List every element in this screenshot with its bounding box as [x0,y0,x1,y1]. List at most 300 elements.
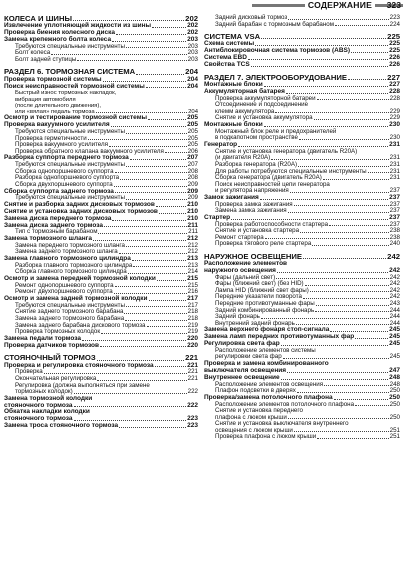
toc-entry [204,62,400,69]
toc-entry-page: 222 [187,388,198,396]
toc-entry-title: Стартер [204,213,231,221]
dot-leader [330,331,388,332]
dot-leader [98,233,187,234]
toc-entry-page: 225 [389,40,400,48]
dot-leader [44,373,187,374]
toc-entry-title: Проверка и регулировка стояночного тормоза [4,361,154,369]
toc-entry-title: Проверка работоспособности стартера [215,220,329,228]
dot-leader [136,74,184,75]
dot-leader [296,324,389,325]
toc-entry-title: Расположение элементов [204,260,288,268]
toc-entry-title: Снятие и установка выключателя внутреннего [215,420,349,428]
toc-entry-title: Снятие и установка задних дисковых тормозов [4,207,158,215]
toc-entry-page: 202 [185,14,198,23]
dot-leader [317,438,388,439]
toc-entry-title: Обкатка накладки колодки [4,408,90,416]
toc-entry-page: 251 [389,433,400,441]
toc-entry-page: 244 [389,313,400,321]
dot-leader [51,54,186,55]
dot-leader [126,306,187,307]
toc-entry-page: 242 [389,280,400,288]
dot-leader [126,199,187,200]
toc-entry-page: 250 [389,393,400,401]
toc-entry-title: Быстрый износ тормозных накладок, [15,90,117,97]
dot-leader [255,45,388,46]
toc-entry-page: 220 [187,334,198,342]
dot-leader [112,41,186,42]
dot-leader [165,152,187,153]
dot-leader [120,179,187,180]
toc-entry-title: Замена крепежного болта колеса [4,35,112,43]
dot-leader [119,427,186,428]
toc-entry-page: 237 [389,187,400,195]
dot-leader [238,146,388,147]
toc-entry-title: Проверка/замена потолочного плафона [204,393,333,401]
toc-entry-page: 242 [389,266,400,274]
toc-entry-page: 250 [389,413,400,421]
toc-entry-title: Разборка генератора (R20A) [215,160,298,168]
toc-entry-page: 229 [389,107,400,115]
toc-entry-title: стояночного тормоза [4,401,73,409]
toc-entry-page: 244 [389,306,400,314]
dot-leader [103,81,187,82]
dot-leader [287,372,388,373]
toc-entry-title: Генератор [204,140,238,148]
toc-entry-title: Разборка суппорта переднего тормоза [4,154,129,162]
toc-entry-page: 211 [188,228,198,236]
toc-entry-page: 220 [187,341,198,349]
toc-entry [204,22,400,29]
toc-entry-title: Фары (дальний свет) [215,273,276,281]
dot-leader [119,253,187,254]
dot-leader [303,258,386,259]
toc-entry-page: 204 [185,67,198,77]
toc-entry-title: Замена заднего тормозного шланга [15,248,118,256]
dot-leader [329,225,389,226]
toc-entry-title: Ремонт стартера [215,233,264,241]
toc-entry-page: 217 [187,301,198,309]
dot-leader [251,66,388,67]
toc-entry-title: Поиск неисправностей цепи генератора [215,180,330,188]
toc-entry-title: Фары (ближний свет) (без HID) [215,280,304,288]
toc-entry-page: 206 [187,147,198,155]
toc-entry-title: Снятие и разборка задних дисковых тормозов [4,200,155,208]
toc-entry-title: и регулятора напряжения [215,187,289,195]
dot-leader [288,418,389,419]
toc-entry-page: 202 [187,22,198,30]
toc-entry-title: Снятие и установка аккумулятора [215,114,313,122]
toc-entry-title: Задний комбинированный фонарь [215,306,315,314]
toc-entry-page: 208 [187,174,198,182]
toc-entry-page: 226 [389,54,400,62]
toc-entry-page: 203 [187,55,198,63]
toc-entry-page: 204 [187,82,198,90]
toc-entry-title: Болт задней ступицы [15,55,77,63]
dot-leader [104,226,186,227]
toc-entry-page: 242 [389,273,400,281]
toc-entry-page: 245 [389,333,400,341]
toc-entry-page: 238 [389,233,400,241]
toc-entry-title: Проверка обратного клапана вакуумного усилителя [15,147,164,155]
page-header [0,0,403,14]
dot-leader [126,133,187,134]
toc-entry-page: 228 [389,94,400,102]
toc-entry-title: Регулировка света фар [204,340,280,348]
toc-entry-title: Монтажные блоки [204,80,263,88]
dot-leader [115,172,187,173]
toc-entry-title: Замена диска заднего тормоза [4,221,104,229]
toc-entry-page: 237 [389,220,400,228]
toc-entry-page: 238 [389,227,400,235]
toc-entry-page: 240 [389,240,400,248]
page-number: 323 [386,0,401,10]
dot-leader [97,360,185,361]
toc-entry-page: 221 [187,375,198,383]
toc-entry-title: Проверка тормозных колодок [15,328,101,336]
toc-entry-page: 225 [387,32,400,42]
dot-leader [261,318,389,319]
toc-entry-page: 213 [187,255,198,262]
dot-leader [77,60,186,61]
toc-entry-page: 204 [187,75,198,83]
toc-entry-page: 219 [187,321,198,329]
toc-entry-title: тормозных колодок) [15,388,73,396]
toc-entry-page: 212 [187,241,198,249]
dot-leader [156,206,186,207]
toc-entry-page: 248 [389,380,400,388]
dot-leader [314,119,389,120]
toc-entry-title: Расположение элементов освещения [215,380,324,388]
dot-leader [261,38,386,39]
toc-entry-page: 223 [187,415,198,423]
toc-entry-title: Проверка тормозной системы [4,75,102,83]
toc-column-left [4,15,198,430]
toc-entry-page: 210 [187,207,198,215]
toc-entry-page: 221 [187,368,198,376]
toc-entry-title: Сборка главного тормозного цилиндра [15,268,127,276]
toc-entry-title: Замена верхнего фонаря стоп-сигнала [204,326,330,334]
dot-leader [97,380,186,381]
toc-entry-title: Требуются специальные инструменты [15,194,125,202]
toc-entry-title: Снятие и установка стартера [215,227,300,235]
dot-leader [281,379,389,380]
toc-entry-title: Проверка и замена комбинированного [204,360,329,368]
toc-entry-title: СТОЯНОЧНЫЙ ТОРМОЗ [4,353,96,363]
toc-entry-page: 227 [387,72,400,82]
toc-entry-page: 223 [187,422,198,430]
toc-column-right [204,15,400,441]
toc-entry-title: НАРУЖНОЕ ОСВЕЩЕНИЕ [204,251,303,261]
dot-leader [286,93,388,94]
dot-leader [299,139,389,140]
toc-entry-title: (и двигателя R20A) [215,154,271,162]
toc-entry-title: Поиск неисправностей тормозной системы [4,82,145,90]
dot-leader [297,392,389,393]
dot-leader [101,333,187,334]
dot-leader [148,119,186,120]
toc-entry-title: Проверка аккумуляторной батареи [215,94,316,102]
toc-entry-page: 209 [187,180,198,188]
dot-leader [316,305,389,306]
toc-entry-title: Замена главного тормозного цилиндра [4,255,131,262]
dot-leader [303,298,389,299]
toc-entry-page: 231 [389,140,400,148]
toc-entry-title: Внутреннее освещение [204,373,280,381]
toc-entry-page: 207 [187,161,198,169]
toc-entry-title: Тип с тормозным барабаном [15,228,98,236]
toc-entry-page: 218 [187,315,198,322]
toc-entry-title: Монтажный блок реле и предохранителей [215,127,337,135]
toc-entry-title: Болт колеса [15,49,51,57]
dot-leader [73,20,184,21]
toc-entry-title: Задний барабан с тормозным барабаном [215,20,334,28]
dot-leader [74,406,187,407]
dot-leader [310,291,389,292]
dot-leader [312,245,388,246]
toc-entry-page: 225 [389,47,400,55]
toc-entry-page: 219 [187,328,198,336]
toc-entry-title: Снятие заднего тормозного барабана [15,308,124,316]
toc-entry-title: Ремонт однопоршневого суппорта [15,281,114,289]
toc-entry-title: РАЗДЕЛ 7. ЭЛЕКТРООБОРУДОВАНИЕ [204,72,348,82]
dot-leader [125,320,187,321]
toc-entry-page: 224 [389,20,400,28]
toc-entry-page: 237 [389,200,400,208]
toc-entry-title: Замок зажигания [204,193,259,201]
dot-leader [82,340,186,341]
dot-leader [146,87,186,88]
toc-entry-page: 231 [389,160,400,168]
toc-entry-title: Лампа HID (ближний свет фары) [215,286,309,294]
toc-entry-page: 210 [187,214,198,222]
toc-entry-page: 242 [389,293,400,301]
toc-entry-title: Передние противотуманные фары [215,300,315,308]
toc-entry-title: стояночного тормоза [4,415,73,423]
toc-entry-title: Требуются специальные инструменты [15,161,125,169]
toc-entry-title: освещения с люком крыши [215,426,293,434]
dot-leader [305,285,389,286]
toc-entry-title: Замена заднего барабана дискового тормоза [15,321,146,329]
dot-leader [115,286,187,287]
toc-entry-title: Ремонт двухпоршневого суппорта [15,288,113,296]
toc-entry-page: 221 [185,353,198,363]
toc-entry-title: Сборка генератора (двигатель R20A) [215,174,322,182]
toc-entry-page: 209 [187,187,198,195]
toc-entry-page: 228 [389,87,400,95]
toc-entry-title: в подкапотном пространстве [215,134,298,142]
toc-entry-title: Замена заднего тормозного барабана [15,315,125,322]
toc-entry [4,57,198,64]
toc-entry-title: Проверка [15,368,43,376]
toc-entry-title: Плафон подсветки в дверях [215,387,296,395]
toc-entry-page: 205 [187,121,198,129]
toc-entry-title: Аккумуляторная батарея [204,87,285,95]
dot-leader [276,278,388,279]
toc-entry-title: Осмотр и тестирование тормозной системы [4,114,148,122]
dot-leader [132,260,186,261]
toc-entry-page: 214 [187,268,198,276]
toc-entry-title: Антиблокировочная система тормозов (ABS) [204,47,351,55]
toc-entry-title: Разборка главного тормозного цилиндра [15,261,133,269]
toc-entry-title: Расположение элементов системы [215,346,316,354]
toc-entry-page: 230 [389,120,400,128]
toc-entry-page: 245 [389,340,400,348]
dot-leader [288,212,389,213]
toc-entry-page: 212 [187,235,198,242]
toc-entry-title: Свойства TCS [204,60,250,68]
toc-entry-page: 250 [389,387,400,395]
toc-entry-title: Замена троса стояночного тормоза [4,422,119,430]
toc-entry-title: Монтажные блоки [204,120,263,128]
toc-entry-page: 244 [389,319,400,327]
dot-leader [355,338,388,339]
toc-entry-page: 237 [389,193,400,201]
toc-entry-title: Замена замка зажигания [215,207,287,215]
section-title: СОДЕРЖАНИЕ [305,0,375,10]
toc-entry-page: 209 [187,194,198,202]
dot-leader [315,311,389,312]
toc-entry-page: 242 [387,251,400,261]
toc-entry-title: Проверка вакуумного усилителя [15,141,108,149]
dot-leader [334,399,388,400]
toc-entry-page: 203 [187,42,198,50]
toc-entry-title: Проверка герметичности [15,134,87,142]
dot-leader [130,159,186,160]
dot-leader [128,273,187,274]
dot-leader [290,192,389,193]
toc-entry-page: 213 [187,261,198,269]
dot-leader [152,27,186,28]
dot-leader [355,405,389,406]
toc-entry-title: Замена тормозной колодки [4,394,93,402]
dot-leader [288,19,388,20]
toc-entry [204,434,400,441]
toc-entry-title: Замена тормозного шланга [4,235,92,242]
toc-entry-page: 205 [187,141,198,149]
toc-entry-page: 226 [389,60,400,68]
toc-entry-page: 203 [187,35,198,43]
dot-leader [157,280,186,281]
dot-leader [114,293,187,294]
toc-entry-page: 243 [389,300,400,308]
dot-leader [109,146,187,147]
toc-entry-title: Замена диска переднего тормоза [4,214,112,222]
toc-entry-page: 251 [389,426,400,434]
toc-entry-page: 231 [389,154,400,162]
dot-leader [300,232,389,233]
toc-entry-title: Снятие и установка генератора (двигатель R20A) [215,147,358,155]
dot-leader [115,192,186,193]
dot-leader [155,366,186,367]
toc-entry-page: 227 [389,80,400,88]
toc-entry-page: 222 [187,401,198,409]
dot-leader [126,166,187,167]
toc-entry-title: Внутренний задний фонарь [215,319,295,327]
toc-entry-title: Проверка биения колесного диска [4,29,115,37]
toc-entry-title: Схема системы [204,40,255,48]
toc-entry-page: 207 [187,154,198,162]
toc-entry-page: 212 [187,248,198,256]
toc-entry-page: 216 [187,288,198,296]
toc-entry-title: Отсоединение и подсоединение [215,101,309,109]
dot-leader [74,420,187,421]
toc-entry-title: или «вялая» педаль тормоза [15,109,95,116]
toc-entry-title: Разборка однопоршневого суппорта [15,174,120,182]
dot-leader [324,385,389,386]
toc-entry-page: 203 [187,49,198,57]
toc-entry-page: 205 [187,134,198,142]
toc-entry-title: Сборка суппорта заднего тормоза [4,187,114,195]
dot-leader [147,326,187,327]
toc-entry-page: 245 [389,326,400,334]
dot-leader [124,313,186,314]
toc-entry-title: клемм аккумулятора [215,107,275,115]
toc-entry-title: Проверка замка зажигания [215,200,293,208]
dot-leader [275,112,388,113]
toc-entry-title: Снятие и установка переднего [215,407,303,415]
toc-entry-page: 221 [187,361,198,369]
dot-leader [298,166,389,167]
dot-leader [283,358,389,359]
toc-entry-page: 237 [389,207,400,215]
toc-entry [4,423,198,430]
toc-entry-page: 242 [389,286,400,294]
toc-entry-title: Сборка двухпоршневого суппорта [15,180,113,188]
toc-entry-page: 208 [187,167,198,175]
toc-entry-title: Замена ламп передних противотуманных фар [204,333,355,341]
toc-entry-page: 217 [187,295,198,302]
dot-leader [351,52,388,53]
toc-entry-page: 218 [187,308,198,316]
toc-entry [204,241,400,248]
toc-entry-title: Задний фонарь [215,313,260,321]
toc-entry-page: 247 [389,366,400,374]
toc-entry-title: плафона с люком крыши [215,413,287,421]
dot-leader [294,431,389,432]
toc-entry-page: 215 [187,275,198,282]
toc-entry-title: РАЗДЕЛ 6. ТОРМОЗНАЯ СИСТЕМА [4,67,136,77]
toc-entry-page: 205 [187,114,198,122]
dot-leader [126,246,187,247]
toc-entry-title: Проверка вакуумного усилителя [4,121,110,129]
toc-entry-title: Передние указатели поворота [215,293,302,301]
dot-leader [248,59,388,60]
dot-leader [281,345,388,346]
toc-entry-title: Требуются специальные инструменты [15,128,125,136]
dot-leader [348,79,386,80]
toc-entry-page: 205 [187,128,198,136]
toc-entry-title: Окончательная регулировка [15,375,97,383]
toc-entry-page: 210 [187,200,198,208]
toc-entry-title: Требуются специальные инструменты [15,42,125,50]
dot-leader [264,86,388,87]
toc-entry-title: СИСТЕМА VSA [204,32,261,42]
toc-entry-page: 202 [187,29,198,37]
dot-leader [294,205,389,206]
toc-entry-title: Осмотр и замена задней тормозной колодки [4,295,148,302]
toc-entry-title: вибрация автомобиля [15,96,76,103]
toc-entry-title: выключателя освещения [204,366,287,374]
toc-entry-page: 211 [187,221,198,229]
toc-entry-title: Проверка плафона с люком крыши [215,433,317,441]
toc-entry [4,343,198,350]
dot-leader [271,159,388,160]
dot-leader [260,199,388,200]
dot-leader [323,179,389,180]
dot-leader [277,272,388,273]
toc-entry-title: Расположение элементов потолочного плафона [215,400,355,408]
toc-entry-title: Проверка датчиков тормозов [4,341,100,349]
